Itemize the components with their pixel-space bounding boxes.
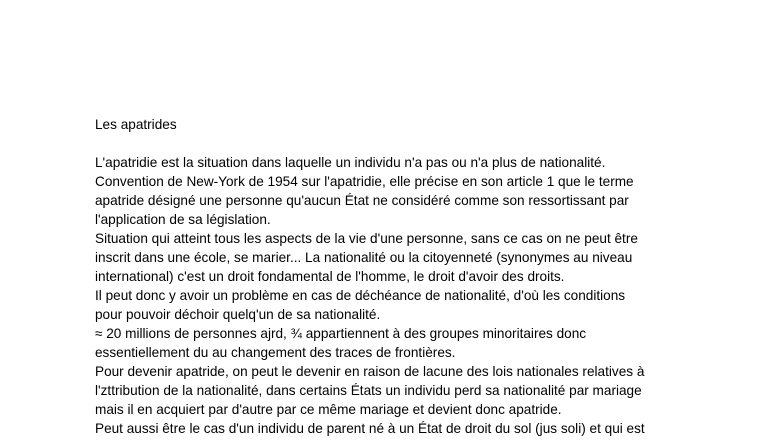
text-line: apatride désigné une personne qu'aucun État ne considéré comme son ressortissant par xyxy=(95,193,629,208)
text-line: mais il en acquiert par d'autre par ce même mariage et devient donc apatride. xyxy=(95,402,562,417)
text-line: Situation qui atteint tous les aspects de la vie d'une personne, sans ce cas on ne peut être xyxy=(95,231,638,246)
text-line: pour pouvoir déchoir quelq'un de sa nationalité. xyxy=(95,307,381,322)
text-line: Il peut donc y avoir un problème en cas de déchéance de nationalité, d'où les conditions xyxy=(95,288,626,303)
text-line: inscrit dans une école, se marier... La nationalité ou la citoyenneté (synonymes au niveau xyxy=(95,250,633,265)
text-line: l'application de sa législation. xyxy=(95,212,271,227)
text-line: international) c'est un droit fondamental de l'homme, le droit d'avoir des droits. xyxy=(95,269,565,284)
text-line: Pour devenir apatride, on peut le devenir en raison de lacune des lois nationales relatives à xyxy=(95,364,645,379)
text-line: Convention de New-York de 1954 sur l'apatridie, elle précise en son article 1 que le terme xyxy=(95,174,634,189)
document-body xyxy=(95,153,695,438)
text-line: l'zttribution de la nationalité, dans certains États un individu perd sa nationalité par mariage xyxy=(95,383,642,398)
text-line: essentiellement du au changement des traces de frontières. xyxy=(95,345,456,360)
document-title: Les apatrides xyxy=(95,117,177,132)
text-line: ≈ 20 millions de personnes ajrd, ¾ appartiennent à des groupes minoritaires donc xyxy=(95,326,587,341)
text-line: Peut aussi être le cas d'un individu de parent né à un État de droit du sol (jus soli) et qui est xyxy=(95,421,645,436)
text-line: L'apatridie est la situation dans laquelle un individu n'a pas ou n'a plus de nationalité. xyxy=(95,155,606,170)
